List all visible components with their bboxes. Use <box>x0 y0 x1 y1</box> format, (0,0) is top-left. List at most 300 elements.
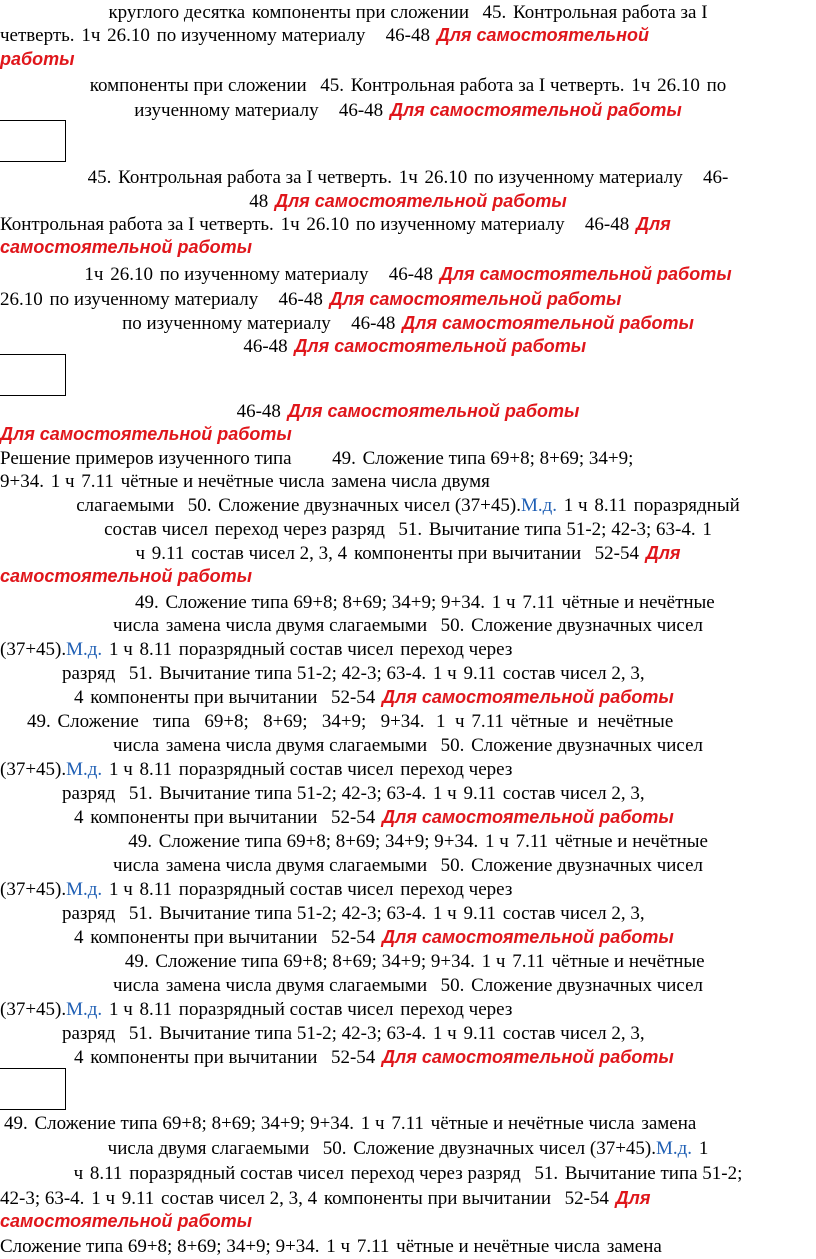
md-abbreviation: М.д. <box>66 879 103 900</box>
text-fragment: чётные и нечётные <box>505 711 674 732</box>
self-study-label: Для самостоятельной работы <box>439 264 732 284</box>
text-line <box>0 757 816 779</box>
text-line <box>0 565 816 587</box>
text-fragment: по изученному материалу <box>122 313 331 334</box>
text-line <box>0 1210 816 1232</box>
text-fragment: 1 ч <box>321 1236 351 1257</box>
image-placeholder-box <box>0 354 66 396</box>
text-fragment <box>471 2 476 23</box>
text-line <box>0 997 816 1019</box>
text-fragment: 52-54 <box>326 927 376 948</box>
text-fragment: переход через разряд <box>345 1163 521 1184</box>
text-fragment: Контрольная работа за I <box>508 2 708 23</box>
text-fragment: 1 <box>697 519 712 540</box>
text-line <box>0 877 816 899</box>
text-fragment <box>583 543 588 564</box>
text-fragment: Вычитание типа 51-2; 42-3; 63-4. <box>424 519 696 540</box>
text-line <box>0 829 816 851</box>
text-line <box>0 853 816 875</box>
text-line <box>0 287 816 309</box>
text-fragment: изученному материалу <box>134 100 319 121</box>
text-fragment: 52-54 <box>326 807 376 828</box>
text-fragment: 50. <box>435 735 465 756</box>
text-fragment: замена числа двумя слагаемыми <box>161 975 428 996</box>
text-fragment: 8.11 <box>134 879 173 900</box>
text-fragment: Вычитание типа 51-2; 42-3; 63-4. <box>154 783 427 804</box>
text-fragment: чётные и нечётные <box>546 951 705 972</box>
self-study-label: Для <box>645 543 681 563</box>
text-fragment: поразрядный состав чисел <box>174 999 394 1020</box>
text-fragment: 49. <box>130 592 159 613</box>
text-fragment: числа <box>112 735 160 756</box>
text-fragment: 51. <box>124 783 153 804</box>
text-line <box>0 637 816 659</box>
text-fragment: состав чисел 2, 3, <box>497 663 645 684</box>
text-fragment: компоненты при сложении <box>89 75 307 96</box>
text-line <box>4 1111 816 1133</box>
text-fragment: Сложение типа 69+8; 8+69; 34+9; 9+34. <box>0 1236 320 1257</box>
text-fragment: 1 ч <box>356 1113 385 1134</box>
text-fragment: 46-48 <box>236 401 281 422</box>
text-fragment: 50. <box>435 615 465 636</box>
text-fragment: замена числа двумя слагаемыми <box>161 615 428 636</box>
text-fragment: Сложение двузначных чисел <box>466 615 704 636</box>
text-line <box>62 661 816 683</box>
text-fragment: Сложение двузначных чисел (37+45). <box>213 495 521 516</box>
text-fragment: 1ч <box>626 75 651 96</box>
text-fragment: замена <box>602 1236 662 1257</box>
text-fragment: компоненты при вычитании <box>85 807 318 828</box>
text-fragment: чётные и нечётные <box>556 592 715 613</box>
text-fragment: 1 ч <box>86 1188 115 1209</box>
text-fragment: 7.11 <box>386 1113 424 1134</box>
text-fragment <box>2 711 7 732</box>
text-fragment <box>319 927 324 948</box>
text-fragment: Сложение типа 69+8; 8+69; 34+9; 9+34. <box>160 592 486 613</box>
text-fragment: четверть. <box>0 25 75 46</box>
text-fragment: 49. <box>327 448 356 469</box>
text-fragment: компоненты при сложении <box>247 2 470 23</box>
text-fragment <box>553 1188 558 1209</box>
text-fragment <box>110 831 115 852</box>
text-fragment <box>374 25 379 46</box>
text-fragment: 26.10 <box>102 25 150 46</box>
text-fragment: 26.10 <box>105 264 153 285</box>
text-fragment: по изученному материалу <box>151 25 366 46</box>
text-line <box>0 23 816 45</box>
text-fragment: чётные и нечётные числа <box>115 471 325 492</box>
text-fragment <box>117 592 122 613</box>
text-fragment: 1 ч <box>104 879 133 900</box>
text-fragment: 8.11 <box>134 759 173 780</box>
text-fragment: 4 <box>74 1047 84 1068</box>
text-fragment: замена числа двумя слагаемыми <box>161 735 428 756</box>
text-line <box>0 1234 816 1256</box>
text-fragment: замена числа двумя <box>326 471 490 492</box>
text-fragment <box>319 1047 324 1068</box>
text-fragment: состав чисел 2, 3, <box>497 1023 645 1044</box>
text-fragment <box>307 448 312 469</box>
text-fragment <box>340 313 345 334</box>
self-study-label: Для самостоятельной работы <box>287 401 580 421</box>
text-fragment: 46-48 <box>383 264 434 285</box>
text-fragment: 52-54 <box>326 687 376 708</box>
text-line <box>0 1161 816 1183</box>
text-fragment: числа <box>112 615 160 636</box>
text-line <box>0 48 816 70</box>
text-fragment <box>429 615 434 636</box>
text-fragment: состав чисел 2, 3, <box>497 903 645 924</box>
text-fragment: Контрольная работа за I четверть. <box>0 214 274 235</box>
text-fragment: 1 ч <box>476 951 506 972</box>
text-line <box>0 973 816 995</box>
text-fragment <box>117 663 122 684</box>
text-fragment: (37+45). <box>0 759 67 780</box>
text-line <box>0 236 816 258</box>
text-fragment: 49. <box>22 711 51 732</box>
text-fragment: Сложение типа 69+8; 8+69; 34+9; 9+34. <box>150 951 475 972</box>
text-fragment: поразрядный состав чисел <box>174 639 394 660</box>
text-line <box>0 613 816 635</box>
self-study-label: самостоятельной работы <box>0 1211 252 1231</box>
md-abbreviation: М.д. <box>66 639 103 660</box>
text-fragment: 45. <box>87 167 112 188</box>
text-fragment: компоненты при вычитании <box>349 543 582 564</box>
text-fragment: 1 ч <box>426 711 465 732</box>
md-abbreviation: М.д. <box>66 759 103 780</box>
text-fragment: 7.11 <box>466 711 504 732</box>
text-fragment: состав чисел <box>104 519 208 540</box>
text-fragment: 8.11 <box>134 639 173 660</box>
text-line <box>0 212 816 234</box>
text-fragment: 1ч <box>275 214 300 235</box>
text-fragment: 8.11 <box>85 1163 123 1184</box>
text-fragment <box>113 951 118 972</box>
text-fragment <box>176 495 181 516</box>
text-fragment: 7.11 <box>517 592 555 613</box>
text-fragment: переход через разряд <box>209 519 385 540</box>
text-line <box>0 262 816 284</box>
text-fragment: круглого десятка <box>108 2 246 23</box>
text-fragment: компоненты при вычитании <box>85 687 318 708</box>
text-fragment: переход через <box>395 759 513 780</box>
text-fragment: 50. <box>435 855 465 876</box>
text-fragment <box>103 592 108 613</box>
text-line <box>0 311 816 333</box>
text-fragment: 4 <box>74 927 84 948</box>
text-fragment <box>387 519 392 540</box>
text-fragment: 46-48 <box>380 25 430 46</box>
text-fragment: по изученному материалу <box>351 214 565 235</box>
text-fragment: замена <box>636 1113 697 1134</box>
text-fragment: 46-48 <box>238 336 288 357</box>
text-fragment <box>311 1138 316 1159</box>
text-fragment: чётные и нечётные числа <box>425 1113 635 1134</box>
text-fragment <box>573 214 578 235</box>
text-line <box>62 1021 816 1043</box>
text-fragment: Сложение двузначных чисел <box>466 735 704 756</box>
text-fragment: 50. <box>435 975 465 996</box>
text-fragment <box>333 313 338 334</box>
text-fragment: разряд <box>62 1023 116 1044</box>
text-fragment: 1ч <box>84 264 104 285</box>
text-line <box>0 446 816 468</box>
text-fragment: 1 ч <box>487 592 516 613</box>
text-fragment: 1 ч <box>428 1023 457 1044</box>
text-fragment: поразрядный состав чисел <box>174 759 394 780</box>
self-study-label: самостоятельной работы <box>0 237 252 257</box>
text-fragment: 49. <box>123 831 152 852</box>
text-fragment: 9+34. <box>0 471 44 492</box>
text-fragment <box>377 264 382 285</box>
text-fragment: поразрядный состав чисел <box>124 1163 344 1184</box>
text-fragment <box>117 831 122 852</box>
text-fragment: 1 ч <box>480 831 509 852</box>
text-fragment: 49. <box>120 951 149 972</box>
text-line <box>0 733 816 755</box>
text-line <box>0 73 816 95</box>
text-fragment: 1 ч <box>104 759 133 780</box>
self-study-label: Для самостоятельной работы <box>0 424 292 444</box>
text-fragment: 1 <box>694 1138 709 1159</box>
text-fragment: (37+45). <box>0 999 67 1020</box>
image-placeholder-box <box>0 120 66 162</box>
text-fragment: 9.11 <box>458 903 496 924</box>
text-fragment: 8.11 <box>589 495 627 516</box>
text-fragment: переход через <box>395 639 513 660</box>
text-fragment: 45. <box>315 75 344 96</box>
text-fragment: состав чисел 2, 3, 4 <box>156 1188 318 1209</box>
text-line <box>0 493 816 515</box>
text-fragment: 46-48 <box>346 313 396 334</box>
text-fragment <box>429 735 434 756</box>
text-fragment <box>314 448 319 469</box>
self-study-label: Для самостоятельной работы <box>382 1047 674 1067</box>
text-fragment: 49. <box>4 1113 28 1134</box>
text-line <box>0 469 816 491</box>
text-fragment: 45. <box>477 2 507 23</box>
text-fragment: 52-54 <box>589 543 639 564</box>
self-study-label: Для самостоятельной <box>436 25 649 45</box>
text-fragment <box>319 687 324 708</box>
text-line <box>62 781 816 803</box>
text-fragment <box>321 448 326 469</box>
self-study-label: Для самостоятельной работы <box>382 927 674 947</box>
text-fragment: 51. <box>124 903 153 924</box>
text-fragment: поразрядный состав чисел <box>174 879 394 900</box>
text-fragment: 26.10 <box>0 289 43 310</box>
text-fragment: чётные и нечётные <box>550 831 708 852</box>
text-fragment <box>319 807 324 828</box>
text-fragment: числа двумя слагаемыми <box>107 1138 310 1159</box>
text-fragment: компоненты при вычитании <box>85 927 318 948</box>
text-fragment: 51. <box>124 1023 153 1044</box>
text-fragment: компоненты при вычитании <box>85 1047 318 1068</box>
text-fragment: (37+45). <box>0 879 67 900</box>
text-fragment: 9.11 <box>458 1023 496 1044</box>
text-fragment <box>267 289 272 310</box>
text-line <box>74 685 816 707</box>
text-fragment <box>321 100 326 121</box>
text-fragment: 9.11 <box>117 1188 155 1209</box>
text-fragment <box>367 25 372 46</box>
text-fragment: 9.11 <box>458 783 496 804</box>
self-study-label: Для <box>635 214 671 234</box>
self-study-label: Для самостоятельной работы <box>389 100 682 120</box>
text-fragment: 8.11 <box>134 999 173 1020</box>
text-fragment: 1ч <box>76 25 101 46</box>
text-line <box>0 949 816 971</box>
text-fragment: (37+45). <box>0 639 67 660</box>
self-study-label: Для <box>615 1188 651 1208</box>
text-fragment: Сложение типа 69+8; 8+69; 34+9; 9+34. <box>29 1113 355 1134</box>
text-line <box>0 541 816 563</box>
text-fragment <box>692 167 697 188</box>
text-fragment: Контрольная работа за I четверть. <box>113 167 392 188</box>
text-fragment <box>523 1163 528 1184</box>
text-fragment: 51. <box>529 1163 559 1184</box>
text-fragment: 42-3; 63-4. <box>0 1188 85 1209</box>
text-fragment: состав чисел 2, 3, <box>497 783 645 804</box>
text-fragment <box>685 167 690 188</box>
text-fragment <box>110 592 115 613</box>
text-fragment <box>294 448 299 469</box>
text-line <box>0 165 816 187</box>
text-fragment: 46-48 <box>334 100 384 121</box>
text-line <box>0 423 816 445</box>
text-fragment: разряд <box>62 903 116 924</box>
text-fragment: по изученному материалу <box>154 264 369 285</box>
text-fragment: 26.10 <box>652 75 700 96</box>
text-fragment: ч <box>73 1163 84 1184</box>
text-fragment <box>567 214 572 235</box>
text-fragment <box>309 75 314 96</box>
text-fragment: 1 ч <box>428 663 457 684</box>
self-study-label: Для самостоятельной работы <box>382 687 674 707</box>
text-line <box>0 0 816 22</box>
text-line <box>62 901 816 923</box>
text-fragment: переход через <box>395 879 513 900</box>
text-fragment: 1 ч <box>45 471 75 492</box>
text-fragment: Решение примеров изученного типа <box>0 448 292 469</box>
self-study-label: Для самостоятельной работы <box>329 289 622 309</box>
text-line <box>0 517 816 539</box>
text-fragment: по изученному материалу <box>469 167 683 188</box>
text-line <box>74 925 816 947</box>
text-line <box>74 805 816 827</box>
text-fragment <box>117 903 122 924</box>
text-fragment: ч <box>135 543 146 564</box>
text-fragment: 1 ч <box>559 495 588 516</box>
text-fragment: числа <box>112 855 160 876</box>
text-fragment: 51. <box>393 519 423 540</box>
text-fragment: 51. <box>124 663 153 684</box>
text-fragment: 26.10 <box>301 214 350 235</box>
text-fragment: Сложение двузначных чисел <box>466 975 704 996</box>
text-line <box>0 590 816 612</box>
text-fragment: 4 <box>74 807 84 828</box>
text-fragment: Сложение двузначных чисел <box>466 855 704 876</box>
text-fragment <box>260 289 265 310</box>
self-study-label: Для самостоятельной работы <box>294 336 587 356</box>
text-fragment: Сложение типа 69+8; 8+69; 34+9; 9+34. <box>153 831 479 852</box>
text-fragment: Вычитание типа 51-2; 42-3; 63-4. <box>154 1023 427 1044</box>
text-fragment: 7.11 <box>352 1236 390 1257</box>
md-abbreviation: М.д. <box>520 495 558 516</box>
text-fragment: 46-48 <box>580 214 630 235</box>
text-fragment: состав чисел 2, 3, 4 <box>186 543 348 564</box>
text-fragment: разряд <box>62 783 116 804</box>
text-fragment: Контрольная работа за I четверть. <box>345 75 625 96</box>
text-fragment <box>370 264 375 285</box>
text-fragment: Сложение типа 69+8; 8+69; 34+9; 9+34. <box>52 711 425 732</box>
text-fragment <box>117 1023 122 1044</box>
text-fragment: 26.10 <box>419 167 468 188</box>
text-fragment: 48 <box>249 191 269 212</box>
text-fragment: 9.11 <box>458 663 496 684</box>
text-fragment: Сложение двузначных чисел (37+45). <box>348 1138 656 1159</box>
text-line <box>0 334 816 356</box>
text-fragment: 4 <box>74 687 84 708</box>
text-fragment: Вычитание типа 51-2; <box>560 1163 743 1184</box>
self-study-label: самостоятельной работы <box>0 566 252 586</box>
text-fragment: 9.11 <box>147 543 185 564</box>
text-fragment: 52-54 <box>559 1188 609 1209</box>
self-study-label: Для самостоятельной работы <box>274 191 567 211</box>
text-fragment: чётные и нечётные числа <box>391 1236 601 1257</box>
text-fragment: переход через <box>395 999 513 1020</box>
text-line <box>74 1045 816 1067</box>
text-fragment: числа <box>112 975 160 996</box>
text-fragment: разряд <box>62 663 116 684</box>
text-fragment <box>429 975 434 996</box>
text-fragment: 46-48 <box>273 289 323 310</box>
text-fragment: Вычитание типа 51-2; 42-3; 63-4. <box>154 663 427 684</box>
self-study-label: Для самостоятельной работы <box>382 807 674 827</box>
text-fragment: 50. <box>182 495 212 516</box>
text-fragment <box>9 711 14 732</box>
text-fragment <box>429 855 434 876</box>
text-line <box>0 399 816 421</box>
text-fragment: 1ч <box>393 167 418 188</box>
self-study-label: Для самостоятельной работы <box>402 313 694 333</box>
text-fragment <box>117 783 122 804</box>
text-fragment: по <box>701 75 727 96</box>
text-fragment: 50. <box>317 1138 347 1159</box>
text-fragment: замена числа двумя слагаемыми <box>161 855 428 876</box>
text-line <box>0 189 816 211</box>
text-fragment <box>300 448 305 469</box>
text-line <box>0 1186 816 1208</box>
text-fragment: слагаемыми <box>76 495 175 516</box>
text-fragment: Вычитание типа 51-2; 42-3; 63-4. <box>154 903 427 924</box>
text-fragment: 7.11 <box>510 831 549 852</box>
text-fragment: 46- <box>698 167 729 188</box>
text-fragment <box>327 100 332 121</box>
self-study-label: работы <box>0 49 75 69</box>
image-placeholder-box <box>0 1068 66 1110</box>
text-fragment: по изученному материалу <box>44 289 259 310</box>
text-fragment: поразрядный <box>628 495 740 516</box>
text-fragment <box>232 336 237 357</box>
text-line <box>0 709 816 731</box>
text-fragment: 52-54 <box>326 1047 376 1068</box>
text-fragment: 1 ч <box>428 903 457 924</box>
text-fragment: Сложение типа 69+8; 8+69; 34+9; <box>357 448 634 469</box>
text-fragment <box>123 592 128 613</box>
text-fragment: 1 ч <box>104 999 133 1020</box>
md-abbreviation: М.д. <box>656 1138 693 1159</box>
